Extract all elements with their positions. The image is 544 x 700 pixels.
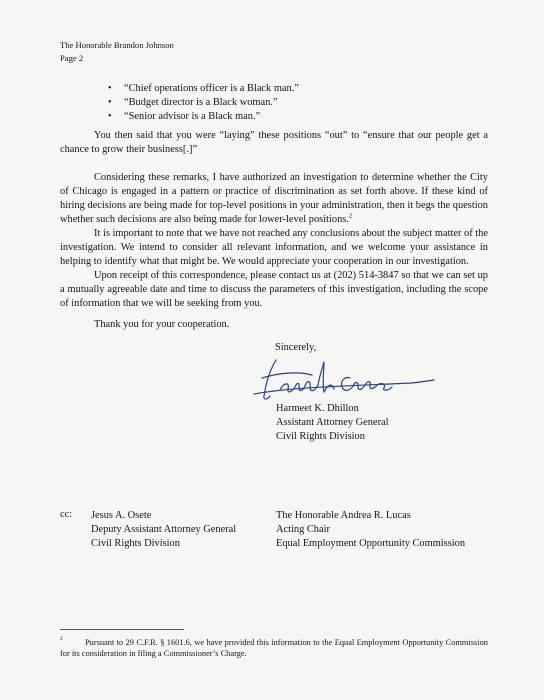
bullet-item: • “Chief operations officer is a Black man.” xyxy=(116,82,299,96)
bullet-item: • “Budget director is a Black woman.” xyxy=(116,96,299,110)
cc-right-name: The Honorable Andrea R. Lucas xyxy=(276,510,411,521)
signer-title: Assistant Attorney General xyxy=(276,417,389,428)
paragraph-investigation xyxy=(60,171,488,227)
header-addressee: The Honorable Brandon Johnson xyxy=(60,40,174,50)
cc-right-organization: Equal Employment Opportunity Commission xyxy=(276,538,466,549)
quote-bullet-list xyxy=(116,82,299,124)
footnote-divider xyxy=(60,629,184,630)
footnote-text: Pursuant to 29 C.F.R. § 1601.6, we have provided this information to the Equal Employment Opportunity Commission for its consideration in filing a Commissioner’s Charge. xyxy=(60,638,488,658)
cc-recipient-left xyxy=(91,509,236,551)
cc-left-division: Civil Rights Division xyxy=(91,538,180,549)
cc-label: cc: xyxy=(60,509,73,520)
paragraph-contact: Upon receipt of this correspondence, please contact us at (202) 514-3847 so that we can set up a mutually agreeable date and time to discuss the parameters of this investigation, including the scope of information that we will be seeking from you. xyxy=(60,270,488,309)
footnote-number: 2 xyxy=(60,636,63,642)
footnote-reference: 2 xyxy=(348,212,353,220)
signer-name: Harmeet K. Dhillon xyxy=(276,403,359,414)
paragraph-investigation-text: Considering these remarks, I have authorized an investigation to determine whether the City of Chicago is engaged in a pattern or practice of discrimination as set forth above. If these kind of hiring decisions are being made for top-level positions in your administration, then it begs the question whether such decisions are also being made for lower-level positions. xyxy=(60,172,488,225)
closing-salutation: Sincerely, xyxy=(275,342,317,353)
signer-division: Civil Rights Division xyxy=(276,431,365,442)
cc-left-name: Jesus A. Osete xyxy=(91,510,152,521)
cc-left-title: Deputy Assistant Attorney General xyxy=(91,524,237,535)
page-header xyxy=(60,39,174,65)
paragraph-laying-out: You then said that you were “laying” these positions “out” to “ensure that our people get a chance to grow their business[.]” xyxy=(60,130,488,155)
cc-right-title: Acting Chair xyxy=(276,524,330,535)
bullet-item: • “Senior advisor is a Black man.” xyxy=(116,110,299,124)
signer-block xyxy=(276,402,389,444)
paragraph-thanks: Thank you for your cooperation. xyxy=(94,319,230,330)
header-page-number: Page 2 xyxy=(60,53,84,63)
paragraph-no-conclusions: It is important to note that we have not reached any conclusions about the subject matter of the investigation. We intend to consider all relevant information, and we welcome your assistance in helping to identify what that might be. We would appreciate your cooperation in our investigation. xyxy=(60,228,488,267)
cc-recipient-right xyxy=(276,509,465,551)
